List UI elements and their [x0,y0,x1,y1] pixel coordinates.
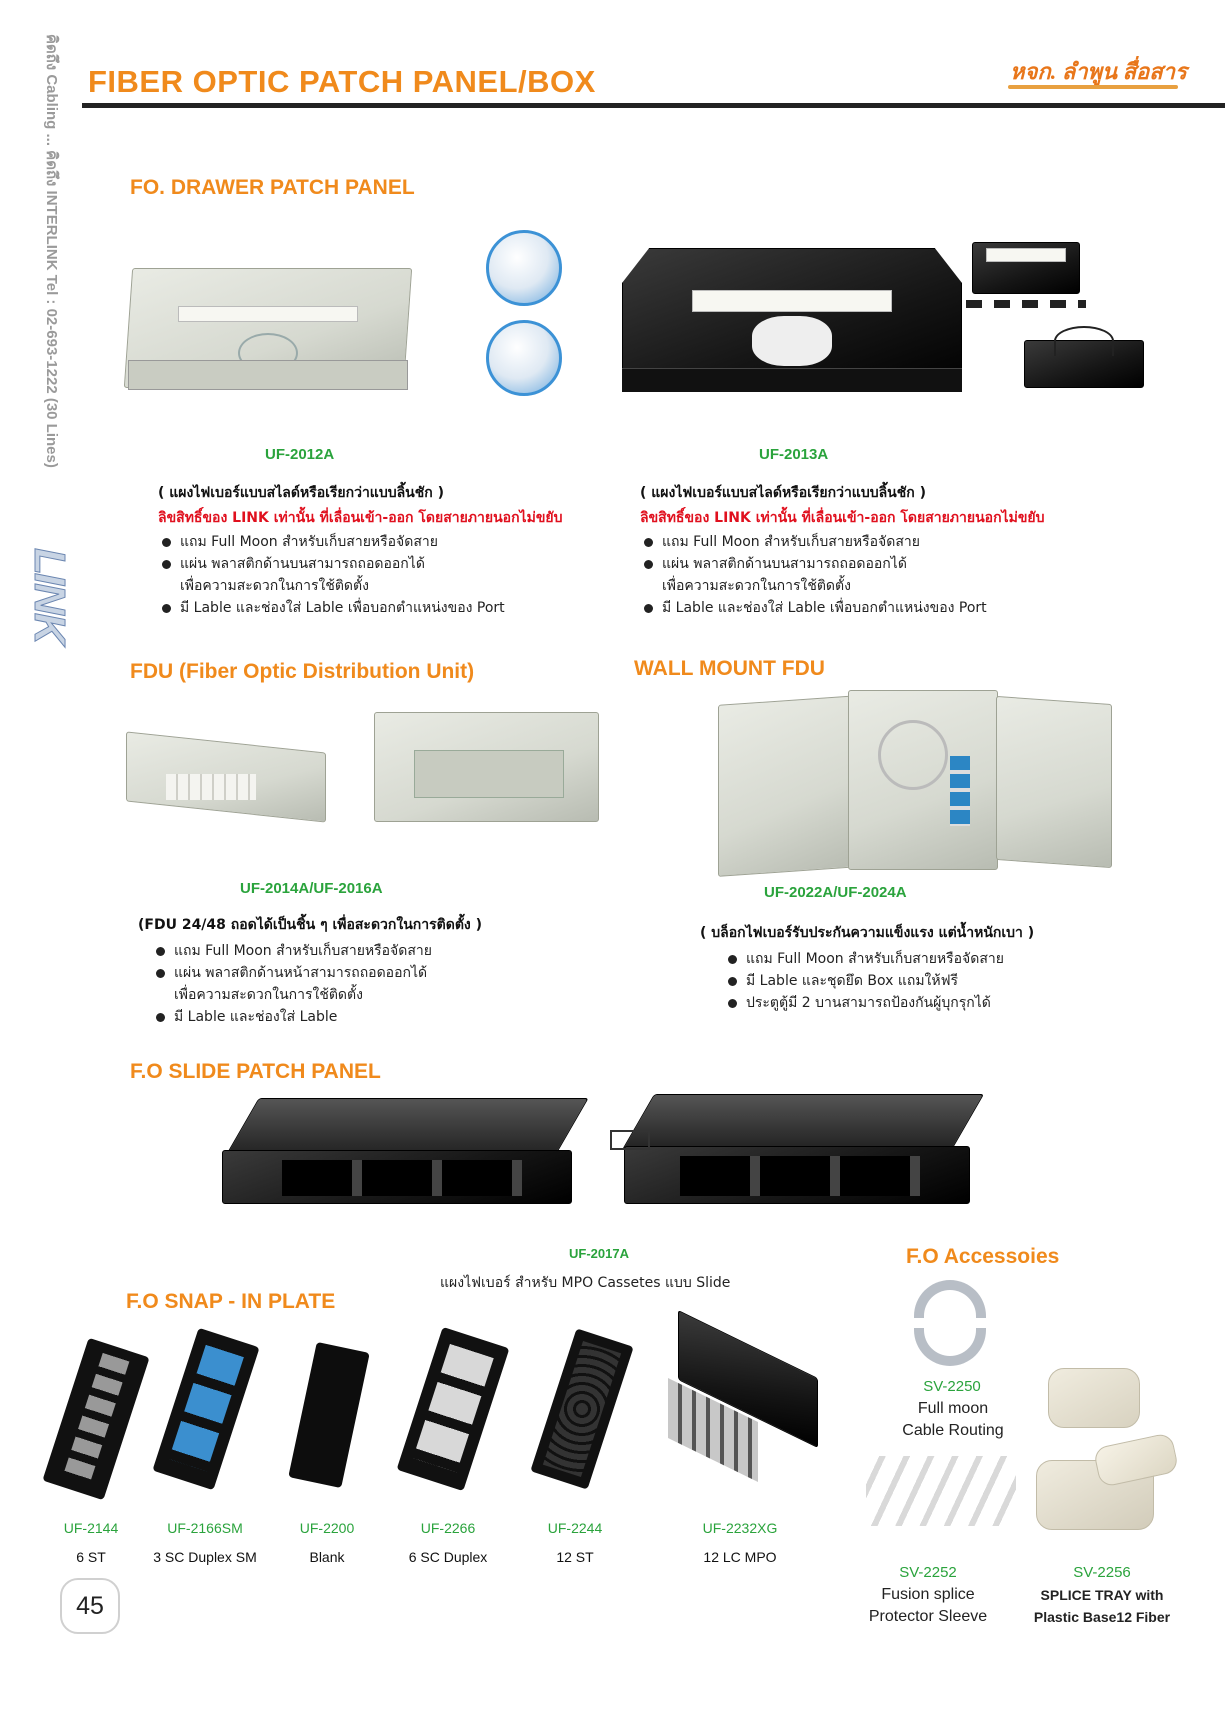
product-image-uf-2017a-left [222,1098,572,1216]
part-code: UF-2244 [547,1520,603,1536]
model-uf-2022a-2024a: UF-2022A/UF-2024A [764,884,907,901]
accessory-name-line2: Protector Sleeve [868,1608,988,1625]
list-item: มี Lable และชุดยึด Box แถมให้ฟรี [724,970,1034,992]
list-item: เพื่อความสะดวกในการใช้ติดตั้ง [662,578,851,594]
accessory-name-line2: Plastic Base12 Fiber [1033,1609,1171,1625]
part-code: UF-2266 [420,1520,476,1536]
slide-description: แผงไฟเบอร์ สำหรับ MPO Cassetes แบบ Slide [440,1275,731,1291]
list-item: ประตูตู้มี 2 บานสามารถป้องกันผู้บุกรุกได้ [724,992,1034,1014]
sidebar-contact-text [44,34,64,594]
section-heading-drawer: FO. DRAWER PATCH PANEL [130,176,415,199]
accessory-name [1018,1584,1186,1628]
wall-description [700,922,1034,1014]
logo-underline [1008,85,1178,89]
page-number: 45 [60,1578,120,1634]
part-name: 12 ST [556,1549,594,1565]
product-image-sv-2252 [866,1456,1016,1526]
list-item: แผ่น พลาสติกด้านหน้าสามารถถอดออกได้ [152,962,482,984]
accessory-name [840,1584,1016,1628]
feature-list [640,531,1044,619]
desc-head: (FDU 24/48 ถอดได้เป็นชิ้น ๆ เพื่อสะดวกในการติดตั้ง ) [138,917,483,933]
product-image-uf-2232xg [668,1344,818,1468]
section-heading-accessories: F.O Accessoies [906,1245,1060,1268]
list-item: แถม Full Moon สำหรับเก็บสายหรือจัดสาย [152,940,482,962]
sidebar-brand-logo [25,548,76,648]
part-name: 12 LC MPO [703,1549,777,1565]
list-item: เพื่อความสะดวกในการใช้ติดตั้ง [180,578,369,594]
part-code: UF-2232XG [702,1520,778,1536]
part-code: UF-2144 [63,1520,119,1536]
desc-warning: ลิขสิทธิ์ของ LINK เท่านั้น ที่เลื่อนเข้า-ออก โดยสายภายนอกไม่ขยับ [640,510,1045,526]
part-code: UF-2200 [299,1520,355,1536]
section-heading-fdu: FDU (Fiber Optic Distribution Unit) [130,660,475,683]
product-image-sv-2256-closed [1048,1368,1140,1428]
list-item: เพื่อความสะดวกในการใช้ติดตั้ง [174,987,363,1003]
detail-thumbnail-slide-closed [486,320,562,396]
product-thumbnail-tray-cabled [1024,326,1144,390]
fdu-description [138,914,482,1028]
product-image-uf-2012a [128,238,408,398]
accessory-name [866,1398,1040,1442]
page-title: FIBER OPTIC PATCH PANEL/BOX [88,64,596,99]
part-name: 6 SC Duplex [408,1549,488,1565]
list-item: แผ่น พลาสติกด้านบนสามารถถอดออกได้ [158,553,562,575]
part-name: 3 SC Duplex SM [153,1549,257,1565]
sidebar-text: คิดถึง Cabling ... คิดถึง INTERLINK Tel : 02-693-1222 (30 Lines) [43,34,60,468]
part-code: SV-2250 [923,1378,981,1395]
product-image-uf-2244 [530,1328,633,1489]
company-logo [992,52,1187,102]
list-item: มี Lable และช่องใส่ Lable [152,1006,482,1028]
product-image-uf-2017a-right [610,1094,970,1218]
section-heading-snap-plate: F.O SNAP - IN PLATE [126,1290,336,1313]
sidebar-brand-text: LINK [25,548,74,643]
part-name: Blank [309,1549,345,1565]
product-image-sv-2256-open [1036,1440,1184,1530]
part-code: SV-2256 [1073,1564,1131,1581]
part-code: SV-2252 [899,1564,957,1581]
product-thumbnail-tray-top [966,238,1086,318]
product-image-uf-2013a [622,238,962,408]
product-image-sv-2250 [904,1276,996,1368]
product-image-uf-2016a [374,712,599,824]
list-item: มี Lable และช่องใส่ Lable เพื่อบอกตำแหน่งของ Port [640,597,1044,619]
accessory-name-line1: SPLICE TRAY with [1040,1587,1164,1603]
product-image-uf-2266 [397,1327,510,1491]
model-uf-2014a-2016a: UF-2014A/UF-2016A [240,880,383,897]
feature-list [152,940,482,1028]
logo-text: หจก. ลำพูน สื่อสาร [1010,59,1187,84]
section-heading-slide-panel: F.O SLIDE PATCH PANEL [130,1060,381,1083]
section-heading-wall-mount: WALL MOUNT FDU [634,657,825,680]
accessory-name-line1: Fusion splice [881,1586,975,1603]
model-uf-2012a: UF-2012A [265,446,335,463]
part-name: 6 ST [76,1549,106,1565]
desc-head: ( แผงไฟเบอร์แบบสไลด์หรือเรียกว่าแบบลิ้นชัก ) [640,485,927,501]
list-item: แถม Full Moon สำหรับเก็บสายหรือจัดสาย [640,531,1044,553]
product-image-uf-2166sm [152,1328,259,1490]
desc-head: ( แผงไฟเบอร์แบบสไลด์หรือเรียกว่าแบบลิ้นชัก ) [158,485,445,501]
accessory-name-line1: Full moon [917,1400,989,1417]
product-image-uf-2144 [42,1338,149,1500]
product-image-uf-2022a [718,690,1112,876]
desc-head: ( บล็อกไฟเบอร์รับประกันความแข็งแรง แต่น้ำหนักเบา ) [700,925,1035,941]
detail-thumbnail-slide-open [486,230,562,306]
product-image-uf-2014a [126,722,326,822]
drawer-left-description [158,482,562,619]
desc-warning: ลิขสิทธิ์ของ LINK เท่านั้น ที่เลื่อนเข้า-ออก โดยสายภายนอกไม่ขยับ [158,510,563,526]
list-item: มี Lable และช่องใส่ Lable เพื่อบอกตำแหน่งของ Port [158,597,562,619]
model-uf-2013a: UF-2013A [759,446,829,463]
list-item: แผ่น พลาสติกด้านบนสามารถถอดออกได้ [640,553,1044,575]
accessory-name-line2: Cable Routing [902,1422,1004,1439]
feature-list [724,948,1034,1014]
list-item: แถม Full Moon สำหรับเก็บสายหรือจัดสาย [158,531,562,553]
feature-list [158,531,562,619]
drawer-right-description [640,482,1044,619]
part-code: UF-2166SM [167,1520,243,1536]
title-divider [82,103,1225,108]
product-image-uf-2200 [288,1342,370,1488]
list-item: แถม Full Moon สำหรับเก็บสายหรือจัดสาย [724,948,1034,970]
model-uf-2017a: UF-2017A [569,1246,629,1261]
